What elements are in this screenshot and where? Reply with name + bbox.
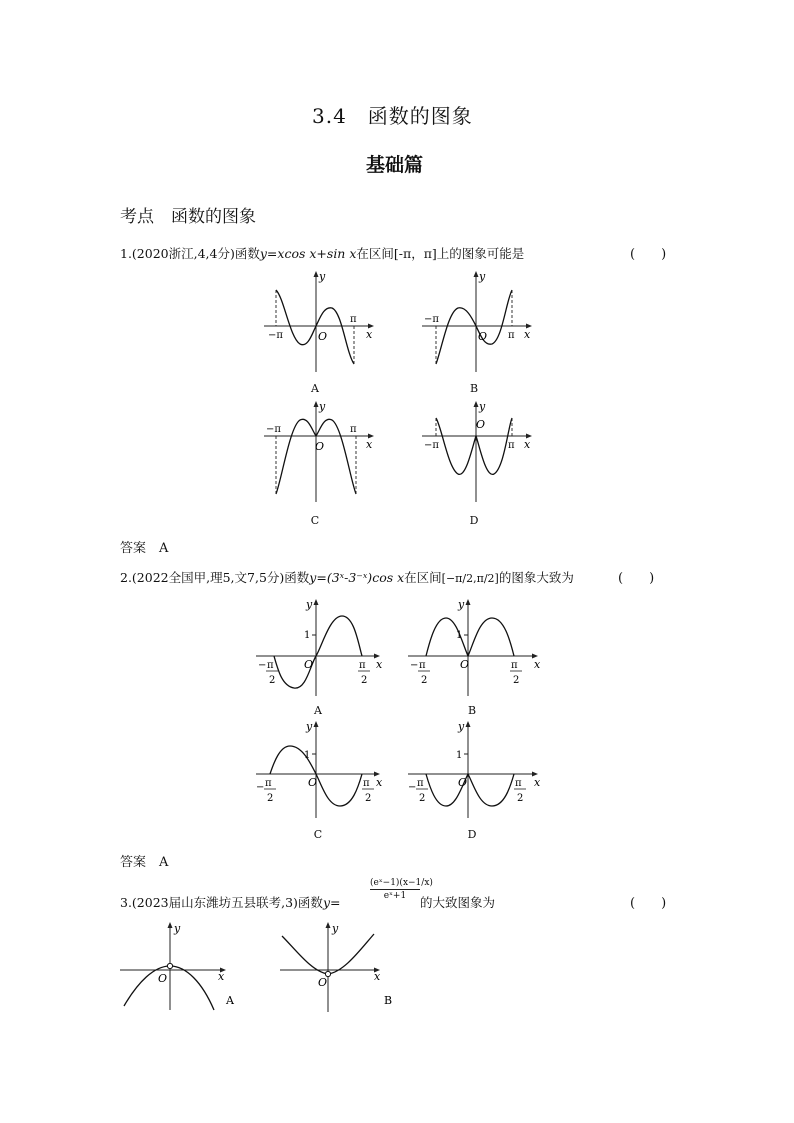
q1a-origin-label: O [318, 330, 328, 343]
q2a-minus: − [258, 660, 267, 671]
q3-text-before: 函数 [297, 895, 323, 910]
q3-func-lhs: y= [322, 895, 341, 910]
q1-graph-a [262, 268, 378, 376]
question-1 [120, 244, 524, 262]
q2b-neg-two: 2 [421, 675, 428, 686]
q2d-x-label: x [534, 776, 541, 789]
page-subtitle: 基础篇 [366, 154, 424, 176]
q1-option-b-label: B [469, 382, 479, 395]
q2d-minus: − [408, 782, 417, 793]
q1a-x-label: x [366, 328, 373, 341]
q2a-origin-label: O [304, 658, 314, 671]
q2-answer-value: A [159, 855, 169, 870]
q3-denominator: eˣ+1 [383, 891, 407, 901]
q3a-origin-label: O [158, 972, 168, 985]
q1c-origin-label: O [315, 440, 325, 453]
q1-text-before: 函数 [234, 246, 260, 261]
q2-option-d-label: D [467, 828, 477, 841]
q2c-y-label: y [306, 720, 313, 733]
q2b-two: 2 [513, 675, 520, 686]
q2c-pi: π [363, 778, 370, 789]
q1b-origin-label: O [478, 330, 488, 343]
q3b-x-label: x [374, 970, 381, 983]
q1c-y-label: y [319, 400, 326, 413]
q2-option-b-label: B [467, 704, 477, 717]
q1a-neg-pi-label: −π [268, 330, 283, 341]
q2a-neg-pi: π [267, 660, 274, 671]
q3-numerator: (eˣ−1)(x−1/x) [370, 878, 433, 888]
q2-text-before: 函数 [284, 570, 310, 585]
q2c-neg-pi: π [265, 778, 272, 789]
q1c-neg-pi-label: −π [266, 424, 281, 435]
q1-answer-label: 答案 [120, 541, 147, 556]
q1d-x-label: x [524, 438, 531, 451]
q1-option-d-label: D [469, 514, 479, 527]
q2d-neg-two: 2 [419, 793, 426, 804]
q1c-x-label: x [366, 438, 373, 451]
q2a-one-label: 1 [304, 630, 311, 641]
q2-source: 2.(2022全国甲,理5,文7,5分) [120, 570, 285, 585]
q1-graph-b [420, 268, 536, 376]
q3-graph-a [118, 920, 248, 1014]
q1-text-after: 在区间[-π，π]上的图象可能是 [356, 246, 525, 261]
q1-source: 1.(2020浙江,4,4分) [120, 246, 235, 261]
q2-text-after: 的图象大致为 [498, 570, 574, 585]
q2-option-a-label: A [314, 704, 322, 717]
q1d-neg-pi-label: −π [424, 440, 439, 451]
q2a-y-label: y [306, 598, 313, 611]
q2a-pi: π [359, 660, 366, 671]
section-heading: 考点 函数的图象 [120, 207, 256, 227]
q2-answer [120, 851, 168, 870]
q2b-origin-label: O [460, 658, 470, 671]
q2b-one-label: 1 [456, 630, 463, 641]
q3-graph-b [278, 920, 404, 1014]
q2-answer-label: 答案 [120, 855, 147, 870]
q1a-pi-label: π [350, 314, 357, 325]
q1c-pi-label: π [350, 424, 357, 435]
q2-text-mid: 在区间 [404, 570, 442, 585]
q3b-origin-label: O [318, 976, 328, 989]
q1a-y-label: y [319, 270, 326, 283]
q1b-y-label: y [479, 270, 486, 283]
q3a-x-label: x [218, 970, 225, 983]
q3-answer-blank: ( ) [630, 896, 667, 911]
q2a-neg-two: 2 [269, 675, 276, 686]
q1d-pi-label: π [508, 440, 515, 451]
q3-option-b-label: B [384, 994, 393, 1007]
q2-graph-d [404, 718, 544, 820]
q1b-neg-pi-label: −π [424, 314, 439, 325]
q3a-y-label: y [174, 922, 181, 935]
question-2 [120, 568, 574, 586]
q2-function: y=(3ˣ-3⁻ˣ)cos x [309, 570, 405, 585]
q3-text-after: 的大致图象为 [420, 895, 496, 910]
q2d-origin-label: O [458, 776, 468, 789]
q2b-y-label: y [458, 598, 465, 611]
q2b-minus: − [410, 660, 419, 671]
q1-option-a-label: A [311, 382, 319, 395]
q2-graph-a [252, 596, 386, 698]
question-3 [120, 893, 340, 911]
q1-option-c-label: C [310, 514, 320, 527]
q1-answer-blank: ( ) [630, 247, 667, 262]
q2a-x-label: x [376, 658, 383, 671]
q1d-y-label: y [479, 400, 486, 413]
q2d-two: 2 [517, 793, 524, 804]
q2d-pi: π [515, 778, 522, 789]
q2-answer-blank: ( ) [618, 571, 655, 586]
q2d-y-label: y [458, 720, 465, 733]
q1-graph-c [262, 398, 378, 506]
q2c-one-label: 1 [304, 750, 311, 761]
q3-source: 3.(2023届山东潍坊五县联考,3) [120, 895, 298, 910]
q2c-neg-two: 2 [267, 793, 274, 804]
q1b-x-label: x [524, 328, 531, 341]
q2a-two: 2 [361, 675, 368, 686]
q2d-one-label: 1 [456, 750, 463, 761]
q3-fraction [370, 878, 433, 901]
q2b-neg-pi: π [419, 660, 426, 671]
q1b-pi-label: π [508, 330, 515, 341]
q1-answer [120, 537, 168, 556]
q2c-two: 2 [365, 793, 372, 804]
q1d-origin-label: O [476, 418, 486, 431]
q3b-y-label: y [332, 922, 339, 935]
q2-option-c-label: C [313, 828, 323, 841]
q2c-origin-label: O [308, 776, 318, 789]
q2c-x-label: x [376, 776, 383, 789]
q1-answer-value: A [159, 541, 169, 556]
q2c-minus: − [256, 782, 265, 793]
q2d-neg-pi: π [417, 778, 424, 789]
q2b-x-label: x [534, 658, 541, 671]
q2-graph-c [252, 718, 386, 820]
q1-function: y=xcos x+sin x [259, 246, 357, 261]
page-title: 3.4 函数的图象 [312, 104, 473, 128]
q2-graph-b [404, 596, 544, 698]
q1-graph-d [420, 398, 536, 506]
q2-interval: [−π/2,π/2] [441, 572, 499, 585]
q2b-pi: π [511, 660, 518, 671]
q3-option-a-label: A [226, 994, 234, 1007]
